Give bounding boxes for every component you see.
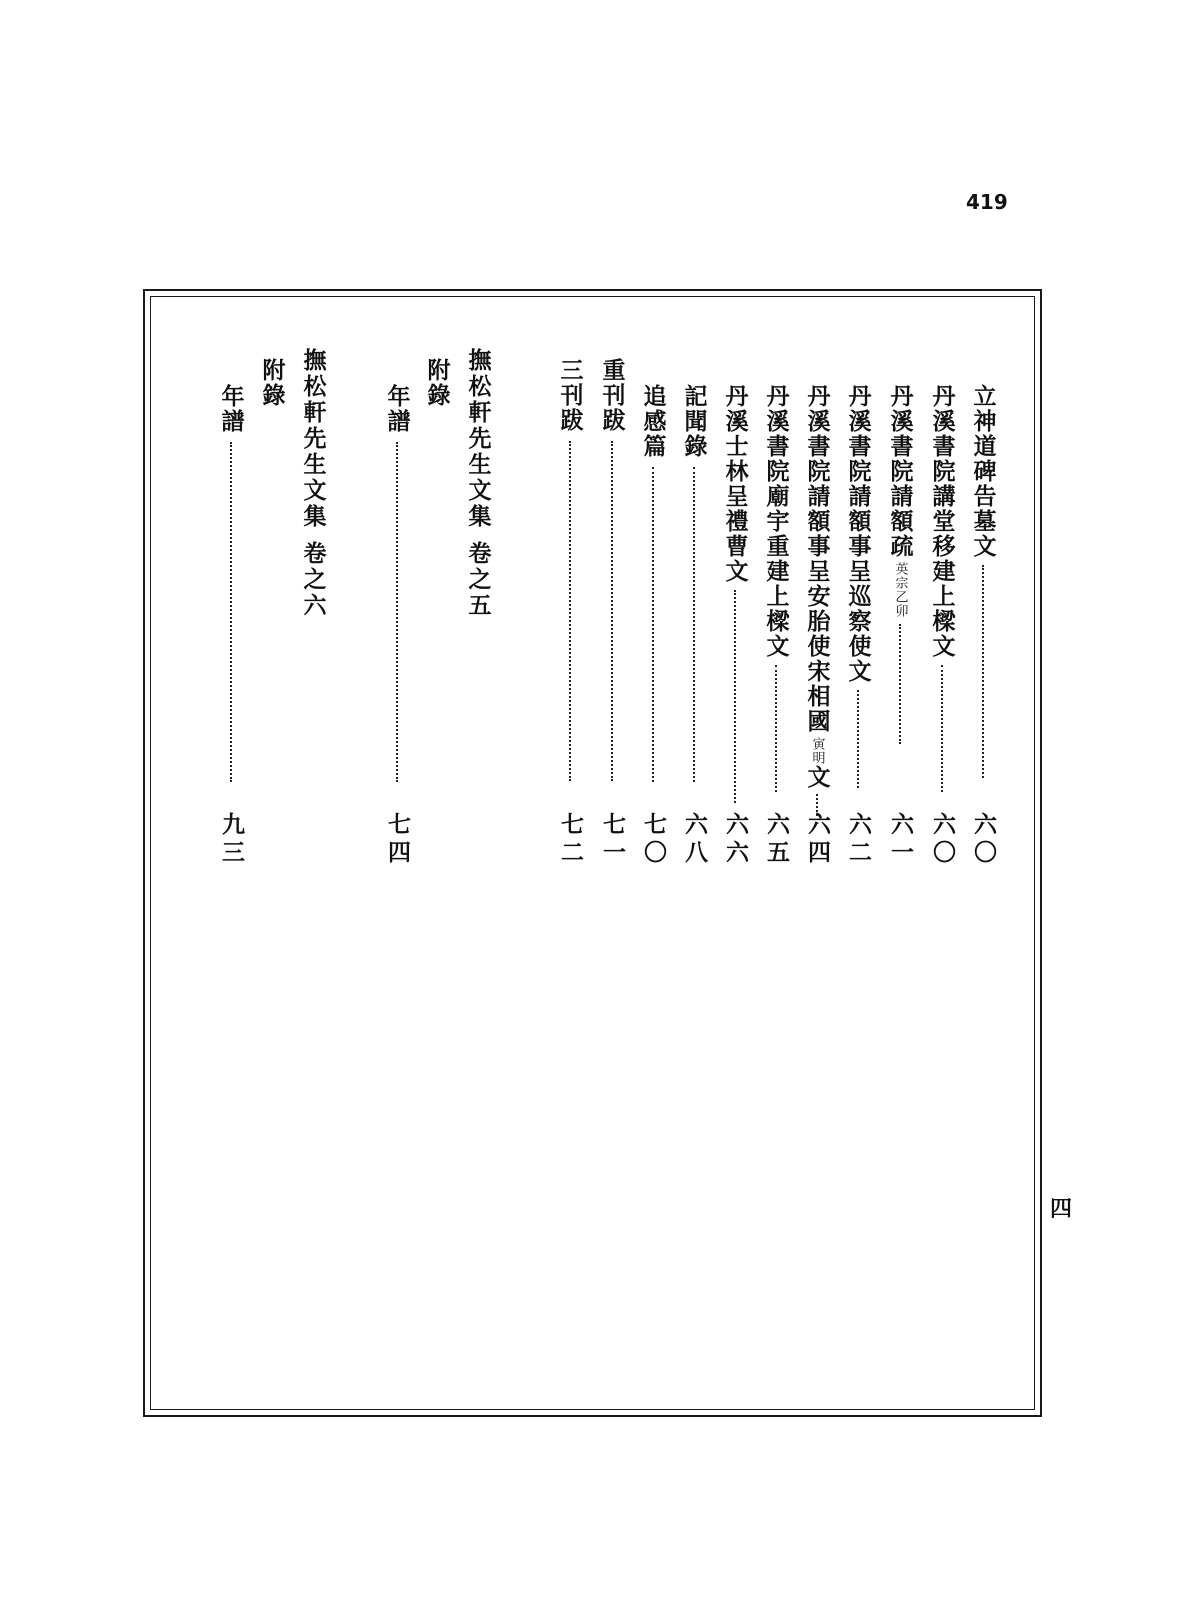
toc-entry-title: 重刊跋 <box>598 358 626 433</box>
leader-dots <box>982 565 984 778</box>
toc-entry-page: 七〇 <box>640 812 667 868</box>
toc-entry-title: 追感篇 <box>639 384 667 459</box>
toc-entry[interactable] <box>966 384 1000 778</box>
volume6-item[interactable] <box>214 384 248 782</box>
toc-entry[interactable] <box>925 384 959 792</box>
title-text: 丹溪書院請額疏 <box>886 384 914 559</box>
toc-entry-page: 七一 <box>599 812 626 868</box>
toc-entry[interactable] <box>841 384 875 788</box>
volume5-appendix: 附錄 <box>423 358 451 408</box>
toc-entry[interactable] <box>800 384 834 816</box>
leader-dots <box>734 590 736 803</box>
toc-entry-page: 六一 <box>887 812 914 868</box>
toc-entry-title: 立神道碑告墓文 <box>969 384 997 559</box>
toc-entry[interactable] <box>553 358 587 781</box>
volume5-item-page: 七四 <box>384 812 411 868</box>
leader-dots <box>941 665 943 792</box>
toc-entry-title: 記聞錄 <box>680 384 708 459</box>
title-note: 寅明 <box>809 737 825 765</box>
title-note: 英宗乙卯 <box>892 562 908 618</box>
toc-entry[interactable] <box>759 384 793 792</box>
toc-entry-page: 六〇 <box>929 812 956 868</box>
leader-dots <box>569 441 571 781</box>
toc-entry[interactable] <box>883 384 917 744</box>
toc-entry-page: 六八 <box>681 812 708 868</box>
leader-dots <box>652 467 654 782</box>
title-text: 丹溪書院請額事呈安胎使宋相國 <box>803 384 831 734</box>
page-number: 419 <box>966 190 1008 214</box>
toc-entry-page: 六四 <box>804 812 831 868</box>
volume6-item-title: 年譜 <box>217 384 245 434</box>
toc-entry[interactable] <box>595 358 629 781</box>
toc-entry-title: 丹溪士林呈禮曹文 <box>721 384 749 584</box>
leader-dots <box>611 441 613 781</box>
volume6-appendix: 附錄 <box>258 358 286 408</box>
leader-dots <box>775 665 777 792</box>
toc-entry-page: 六〇 <box>970 812 997 868</box>
toc-entry[interactable] <box>718 384 752 803</box>
leader-dots <box>396 442 398 782</box>
leader-dots <box>693 467 695 782</box>
volume5-item[interactable] <box>380 384 414 782</box>
toc-entry-title <box>803 384 831 790</box>
leader-dots <box>899 624 901 744</box>
volume6-heading: 撫松軒先生文集 卷之六 <box>299 348 327 620</box>
toc-entry[interactable] <box>677 384 711 782</box>
toc-entry-page: 七二 <box>557 812 584 868</box>
volume5-heading: 撫松軒先生文集 卷之五 <box>464 348 492 620</box>
toc-entry[interactable] <box>636 384 670 782</box>
toc-entry-page: 六五 <box>763 812 790 868</box>
toc-entry-title <box>886 384 914 618</box>
toc-entry-page: 六六 <box>722 812 749 868</box>
toc-entry-page: 六二 <box>845 812 872 868</box>
title-tail: 文 <box>803 765 831 790</box>
toc-entry-title: 丹溪書院請額事呈巡察使文 <box>844 384 872 684</box>
section-marker: 四 <box>1050 1196 1073 1222</box>
leader-dots <box>230 442 232 782</box>
volume5-item-title: 年譜 <box>383 384 411 434</box>
volume6-item-page: 九三 <box>218 812 245 868</box>
leader-dots <box>857 690 859 788</box>
toc-entry-title: 丹溪書院講堂移建上樑文 <box>928 384 956 659</box>
toc-entry-title: 三刊跋 <box>556 358 584 433</box>
toc-entry-title: 丹溪書院廟宇重建上樑文 <box>762 384 790 659</box>
